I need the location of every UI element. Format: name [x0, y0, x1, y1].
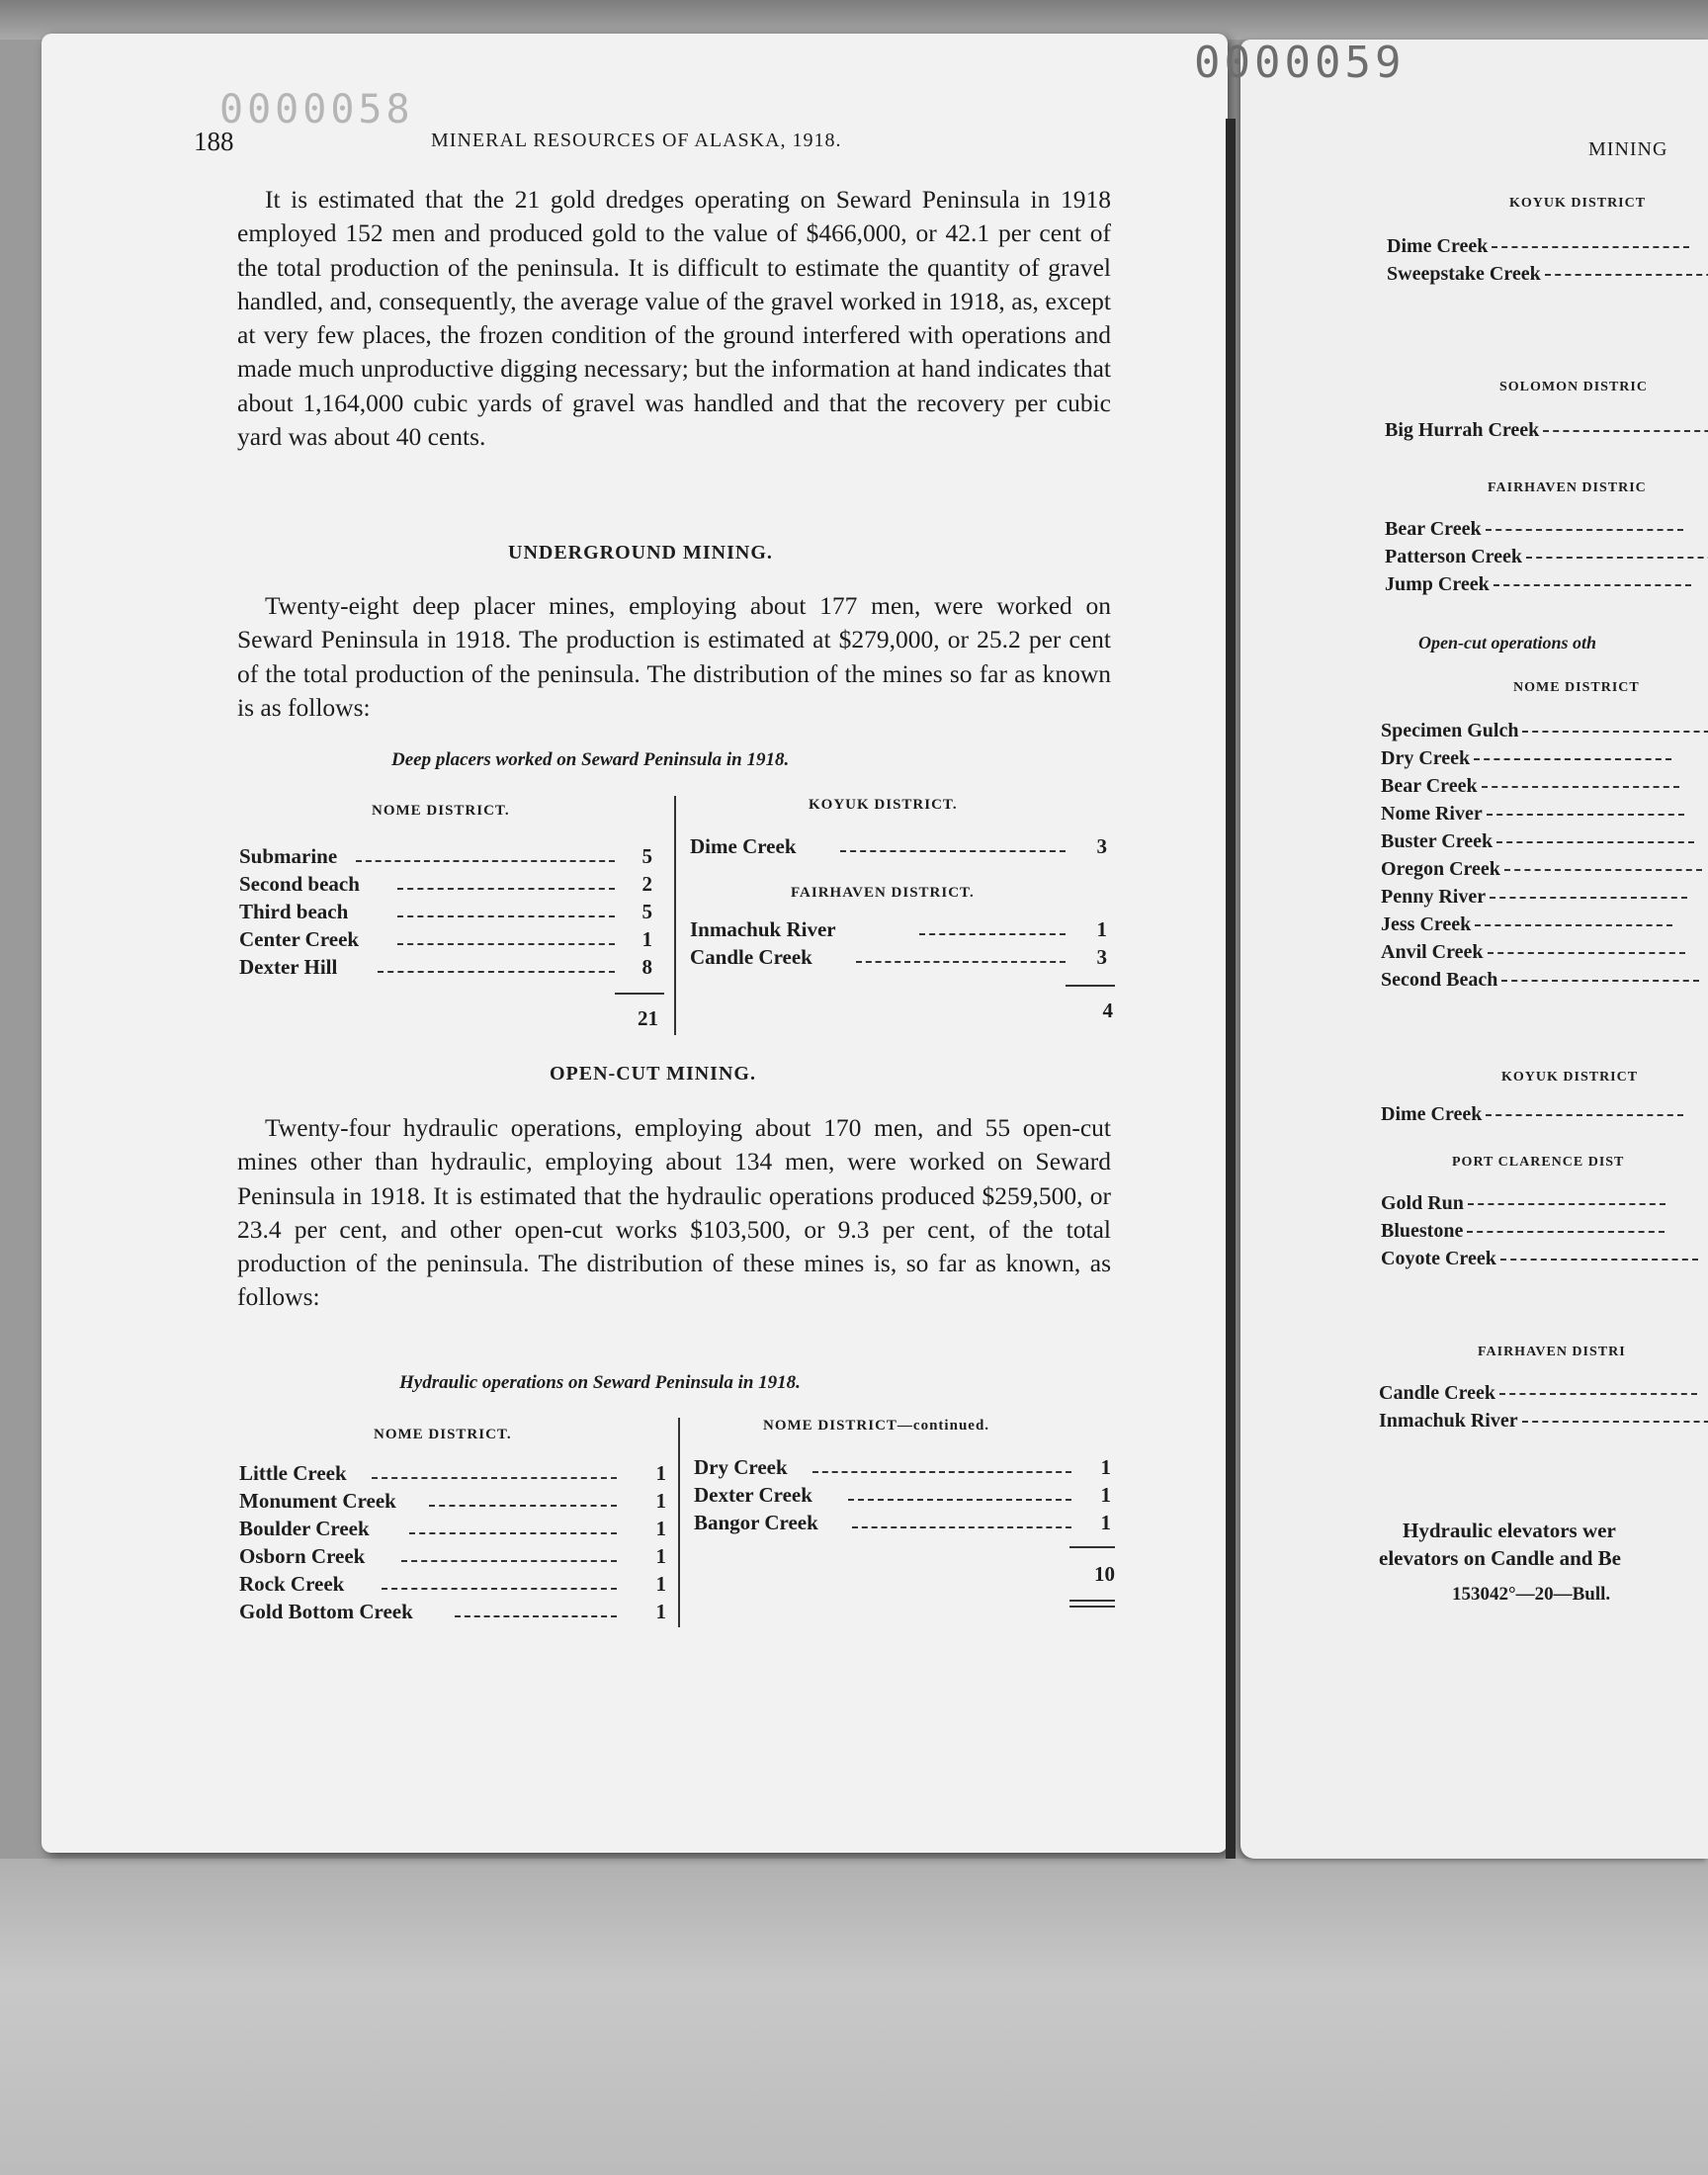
- list-item: [1387, 263, 1708, 286]
- row-name: Jump Creek: [1385, 573, 1490, 595]
- leader-dots: [382, 1588, 617, 1590]
- leader-dots: [1482, 786, 1679, 788]
- sum-rule: [615, 993, 664, 995]
- row-name: Big Hurrah Creek: [1385, 419, 1540, 441]
- table-total: 4: [1102, 999, 1113, 1022]
- row-name: Bear Creek: [1381, 775, 1478, 797]
- table-row: [690, 917, 1115, 945]
- leader-dots: [1522, 731, 1708, 733]
- row-name: Dexter Hill: [239, 955, 338, 979]
- row-name: Candle Creek: [1379, 1382, 1495, 1404]
- leader-dots: [397, 888, 615, 890]
- row-name: Candle Creek: [690, 945, 812, 969]
- row-name: Monument Creek: [239, 1489, 396, 1513]
- row-name: Sweepstake Creek: [1387, 263, 1541, 285]
- list-item: [1381, 803, 1684, 826]
- paragraph-open-cut: [237, 1111, 1111, 1315]
- table-caption-hydraulic: Hydraulic operations on Seward Peninsula in 1918.: [399, 1372, 801, 1393]
- scan-stamp-faint: 0000058: [219, 87, 414, 132]
- leader-dots: [1486, 529, 1683, 531]
- leader-dots: [397, 915, 615, 917]
- leader-dots: [852, 1526, 1071, 1528]
- row-name: Bluestone: [1381, 1220, 1464, 1242]
- row-value: 1: [655, 1572, 666, 1596]
- table-total: 21: [638, 1006, 658, 1030]
- district-heading-nome: NOME DISTRICT.: [374, 1427, 512, 1442]
- list-item: [1385, 573, 1691, 596]
- table-row: [694, 1483, 1119, 1511]
- row-name: Submarine: [239, 844, 338, 868]
- row-name: Dexter Creek: [694, 1483, 812, 1507]
- table-row: [239, 927, 664, 955]
- list-item: [1381, 941, 1685, 964]
- leader-dots: [1504, 869, 1702, 871]
- leader-dots: [1545, 274, 1708, 276]
- leader-dots: [1487, 814, 1684, 816]
- list-item: [1385, 419, 1708, 442]
- row-value: 1: [1100, 1455, 1111, 1479]
- row-name: Oregon Creek: [1381, 858, 1500, 880]
- district-heading-koyuk: KOYUK DISTRICT: [1509, 196, 1647, 211]
- row-name: Inmachuk River: [690, 917, 836, 941]
- table-row: [239, 1489, 664, 1517]
- leader-dots: [1492, 246, 1689, 248]
- row-value: 1: [1100, 1483, 1111, 1507]
- table-divider: [678, 1418, 680, 1627]
- leader-dots: [1488, 952, 1685, 954]
- row-value: 1: [641, 927, 652, 951]
- list-item: [1381, 886, 1687, 909]
- leader-dots: [378, 971, 615, 973]
- district-heading-fairhaven: FAIRHAVEN DISTRICT.: [791, 885, 975, 901]
- leader-dots: [1501, 980, 1699, 982]
- table-divider: [674, 796, 676, 1035]
- table-row: [239, 1600, 664, 1627]
- row-name: Osborn Creek: [239, 1544, 366, 1568]
- list-item: [1381, 747, 1671, 770]
- list-item: [1381, 720, 1708, 742]
- leader-dots: [840, 850, 1066, 852]
- district-heading-port-clarence: PORT CLARENCE DIST: [1452, 1155, 1625, 1170]
- row-name: Third beach: [239, 900, 349, 923]
- row-value: 1: [655, 1517, 666, 1540]
- row-name: Bear Creek: [1385, 518, 1482, 540]
- row-name: Specimen Gulch: [1381, 720, 1519, 741]
- list-item: [1381, 1248, 1698, 1270]
- row-value: 1: [655, 1489, 666, 1513]
- leader-dots: [372, 1477, 617, 1479]
- list-item: [1381, 1192, 1665, 1215]
- district-heading-nome-continued: NOME DISTRICT—continued.: [763, 1418, 990, 1434]
- leader-dots: [1500, 1259, 1698, 1261]
- list-item: [1387, 235, 1689, 258]
- table-caption-deep-placers: Deep placers worked on Seward Peninsula in 1918.: [391, 749, 790, 770]
- list-item: [1381, 914, 1672, 936]
- row-value: 3: [1096, 834, 1107, 858]
- page-number: 188: [194, 127, 234, 156]
- list-item: [1381, 1103, 1683, 1126]
- row-value: 5: [641, 900, 652, 923]
- book-spine: [1226, 119, 1236, 1859]
- district-heading-fairhaven: FAIRHAVEN DISTRI: [1478, 1345, 1626, 1359]
- row-name: Nome River: [1381, 803, 1483, 825]
- table-caption-open-cut: Open-cut operations oth: [1418, 633, 1597, 652]
- row-name: Boulder Creek: [239, 1517, 370, 1540]
- row-name: Penny River: [1381, 886, 1487, 908]
- row-name: Dime Creek: [1387, 235, 1489, 257]
- row-value: 1: [655, 1461, 666, 1485]
- row-name: Dry Creek: [1381, 747, 1471, 769]
- row-value: 3: [1096, 945, 1107, 969]
- row-name: Gold Bottom Creek: [239, 1600, 413, 1623]
- leader-dots: [1468, 1203, 1665, 1205]
- leader-dots: [1496, 841, 1694, 843]
- table-row: [239, 900, 664, 927]
- table-row: [694, 1511, 1119, 1538]
- sum-rule: [1066, 985, 1115, 987]
- paragraph-text: It is estimated that the 21 gold dredges operating on Seward Peninsula in 1918 employed 152 men and produced gold to the value of $466,000, or 42.1 per cent of the total production of the peninsula. It is difficult to estimate the quantity of gravel handled, and, consequently, the average value of the gravel worked in 1918, as, except at very few places, the frozen condition of the ground interfered with operations and made much unproductive digging necessary; but the information at hand indicates that about 1,164,000 cubic yards of gravel was handled and that the recovery per cubic yard was about 40 cents.: [237, 185, 1111, 452]
- row-name: Dry Creek: [694, 1455, 788, 1479]
- leader-dots: [401, 1560, 617, 1562]
- double-rule-top: [1069, 1600, 1115, 1602]
- right-running-head: MINING: [1588, 138, 1668, 160]
- leader-dots: [1543, 430, 1708, 432]
- row-value: 1: [655, 1544, 666, 1568]
- right-page: [1240, 40, 1708, 1859]
- leader-dots: [1522, 1421, 1708, 1423]
- table-row: [239, 1572, 664, 1600]
- row-name: Little Creek: [239, 1461, 347, 1485]
- leader-dots: [1494, 584, 1691, 586]
- heading-open-cut-mining: OPEN-CUT MINING.: [550, 1063, 756, 1085]
- leader-dots: [812, 1471, 1071, 1473]
- table-row: [239, 955, 664, 983]
- table-row: [694, 1455, 1119, 1483]
- paragraph-dredges: [237, 183, 1111, 454]
- leader-dots: [856, 961, 1066, 963]
- paragraph-text: Twenty-four hydraulic operations, employing about 170 men, and 55 open-cut mines other than hydraulic, employing about 134 men, were worked on Seward Peninsula in 1918. It is estimated that the hydraulic operations produced $259,500, or 23.4 per cent, and other open-cut works $103,500, or 9.3 per cent, of the total production of the peninsula. The distribution of these mines is, so far as known, as follows:: [237, 1113, 1111, 1312]
- leader-dots: [919, 933, 1066, 935]
- row-name: Dime Creek: [690, 834, 797, 858]
- list-item: [1381, 969, 1699, 992]
- paragraph-line: Hydraulic elevators wer: [1403, 1519, 1616, 1542]
- leader-dots: [409, 1532, 617, 1534]
- row-name: Inmachuk River: [1379, 1410, 1518, 1432]
- leader-dots: [397, 943, 615, 945]
- row-value: 1: [1100, 1511, 1111, 1534]
- print-code: 153042°—20—Bull.: [1452, 1584, 1611, 1605]
- table-total: 10: [1094, 1562, 1115, 1586]
- district-heading-fairhaven: FAIRHAVEN DISTRIC: [1488, 480, 1647, 495]
- row-name: Gold Run: [1381, 1192, 1464, 1214]
- row-value: 5: [641, 844, 652, 868]
- paragraph-underground: [237, 589, 1111, 725]
- row-name: Bangor Creek: [694, 1511, 818, 1534]
- table-row: [690, 834, 1115, 862]
- list-item: [1385, 518, 1683, 541]
- leader-dots: [429, 1505, 617, 1507]
- leader-dots: [455, 1615, 617, 1617]
- leader-dots: [848, 1499, 1071, 1501]
- leader-dots: [1499, 1393, 1697, 1395]
- row-name: Jess Creek: [1381, 914, 1472, 935]
- leader-dots: [1467, 1231, 1665, 1233]
- leader-dots: [1475, 924, 1672, 926]
- heading-underground-mining: UNDERGROUND MINING.: [508, 542, 773, 564]
- table-row: [239, 1544, 664, 1572]
- row-value: 2: [641, 872, 652, 896]
- row-name: Patterson Creek: [1385, 546, 1523, 567]
- row-value: 8: [641, 955, 652, 979]
- row-name: Second beach: [239, 872, 360, 896]
- table-row: [690, 945, 1115, 973]
- row-name: Second Beach: [1381, 969, 1498, 991]
- district-heading-nome: NOME DISTRICT.: [372, 803, 510, 819]
- table-row: [239, 872, 664, 900]
- list-item: [1379, 1410, 1708, 1433]
- table-row: [239, 1517, 664, 1544]
- list-item: [1379, 1382, 1697, 1405]
- list-item: [1381, 830, 1694, 853]
- row-value: 1: [655, 1600, 666, 1623]
- scan-background-bottom: [0, 1859, 1708, 2175]
- leader-dots: [356, 860, 615, 862]
- row-value: 1: [1096, 917, 1107, 941]
- district-heading-koyuk: KOYUK DISTRICT: [1501, 1070, 1639, 1085]
- row-name: Buster Creek: [1381, 830, 1494, 852]
- list-item: [1381, 775, 1679, 798]
- list-item: [1385, 546, 1708, 568]
- district-heading-nome: NOME DISTRICT: [1513, 680, 1640, 695]
- leader-dots: [1486, 1114, 1683, 1116]
- district-heading-koyuk: KOYUK DISTRICT.: [809, 797, 958, 813]
- row-name: Center Creek: [239, 927, 360, 951]
- leader-dots: [1490, 897, 1687, 899]
- paragraph-line: elevators on Candle and Be: [1379, 1546, 1622, 1570]
- row-name: Coyote Creek: [1381, 1248, 1496, 1269]
- district-heading-solomon: SOLOMON DISTRIC: [1499, 380, 1648, 394]
- row-name: Dime Creek: [1381, 1103, 1483, 1125]
- scan-stamp: 0000059: [1194, 38, 1406, 88]
- double-rule-bottom: [1069, 1606, 1115, 1608]
- list-item: [1381, 858, 1702, 881]
- row-name: Anvil Creek: [1381, 941, 1484, 963]
- leader-dots: [1526, 557, 1708, 559]
- sum-rule: [1069, 1546, 1115, 1548]
- table-row: [239, 844, 664, 872]
- leader-dots: [1474, 758, 1671, 760]
- paragraph-text: Twenty-eight deep placer mines, employing about 177 men, were worked on Seward Peninsula in 1918. The production is estimated at $279,000, or 25.2 per cent of the total production of the peninsula. The distribution of the mines so far as known is as follows:: [237, 591, 1111, 722]
- running-head: MINERAL RESOURCES OF ALASKA, 1918.: [431, 130, 842, 151]
- table-row: [239, 1461, 664, 1489]
- list-item: [1381, 1220, 1665, 1243]
- row-name: Rock Creek: [239, 1572, 345, 1596]
